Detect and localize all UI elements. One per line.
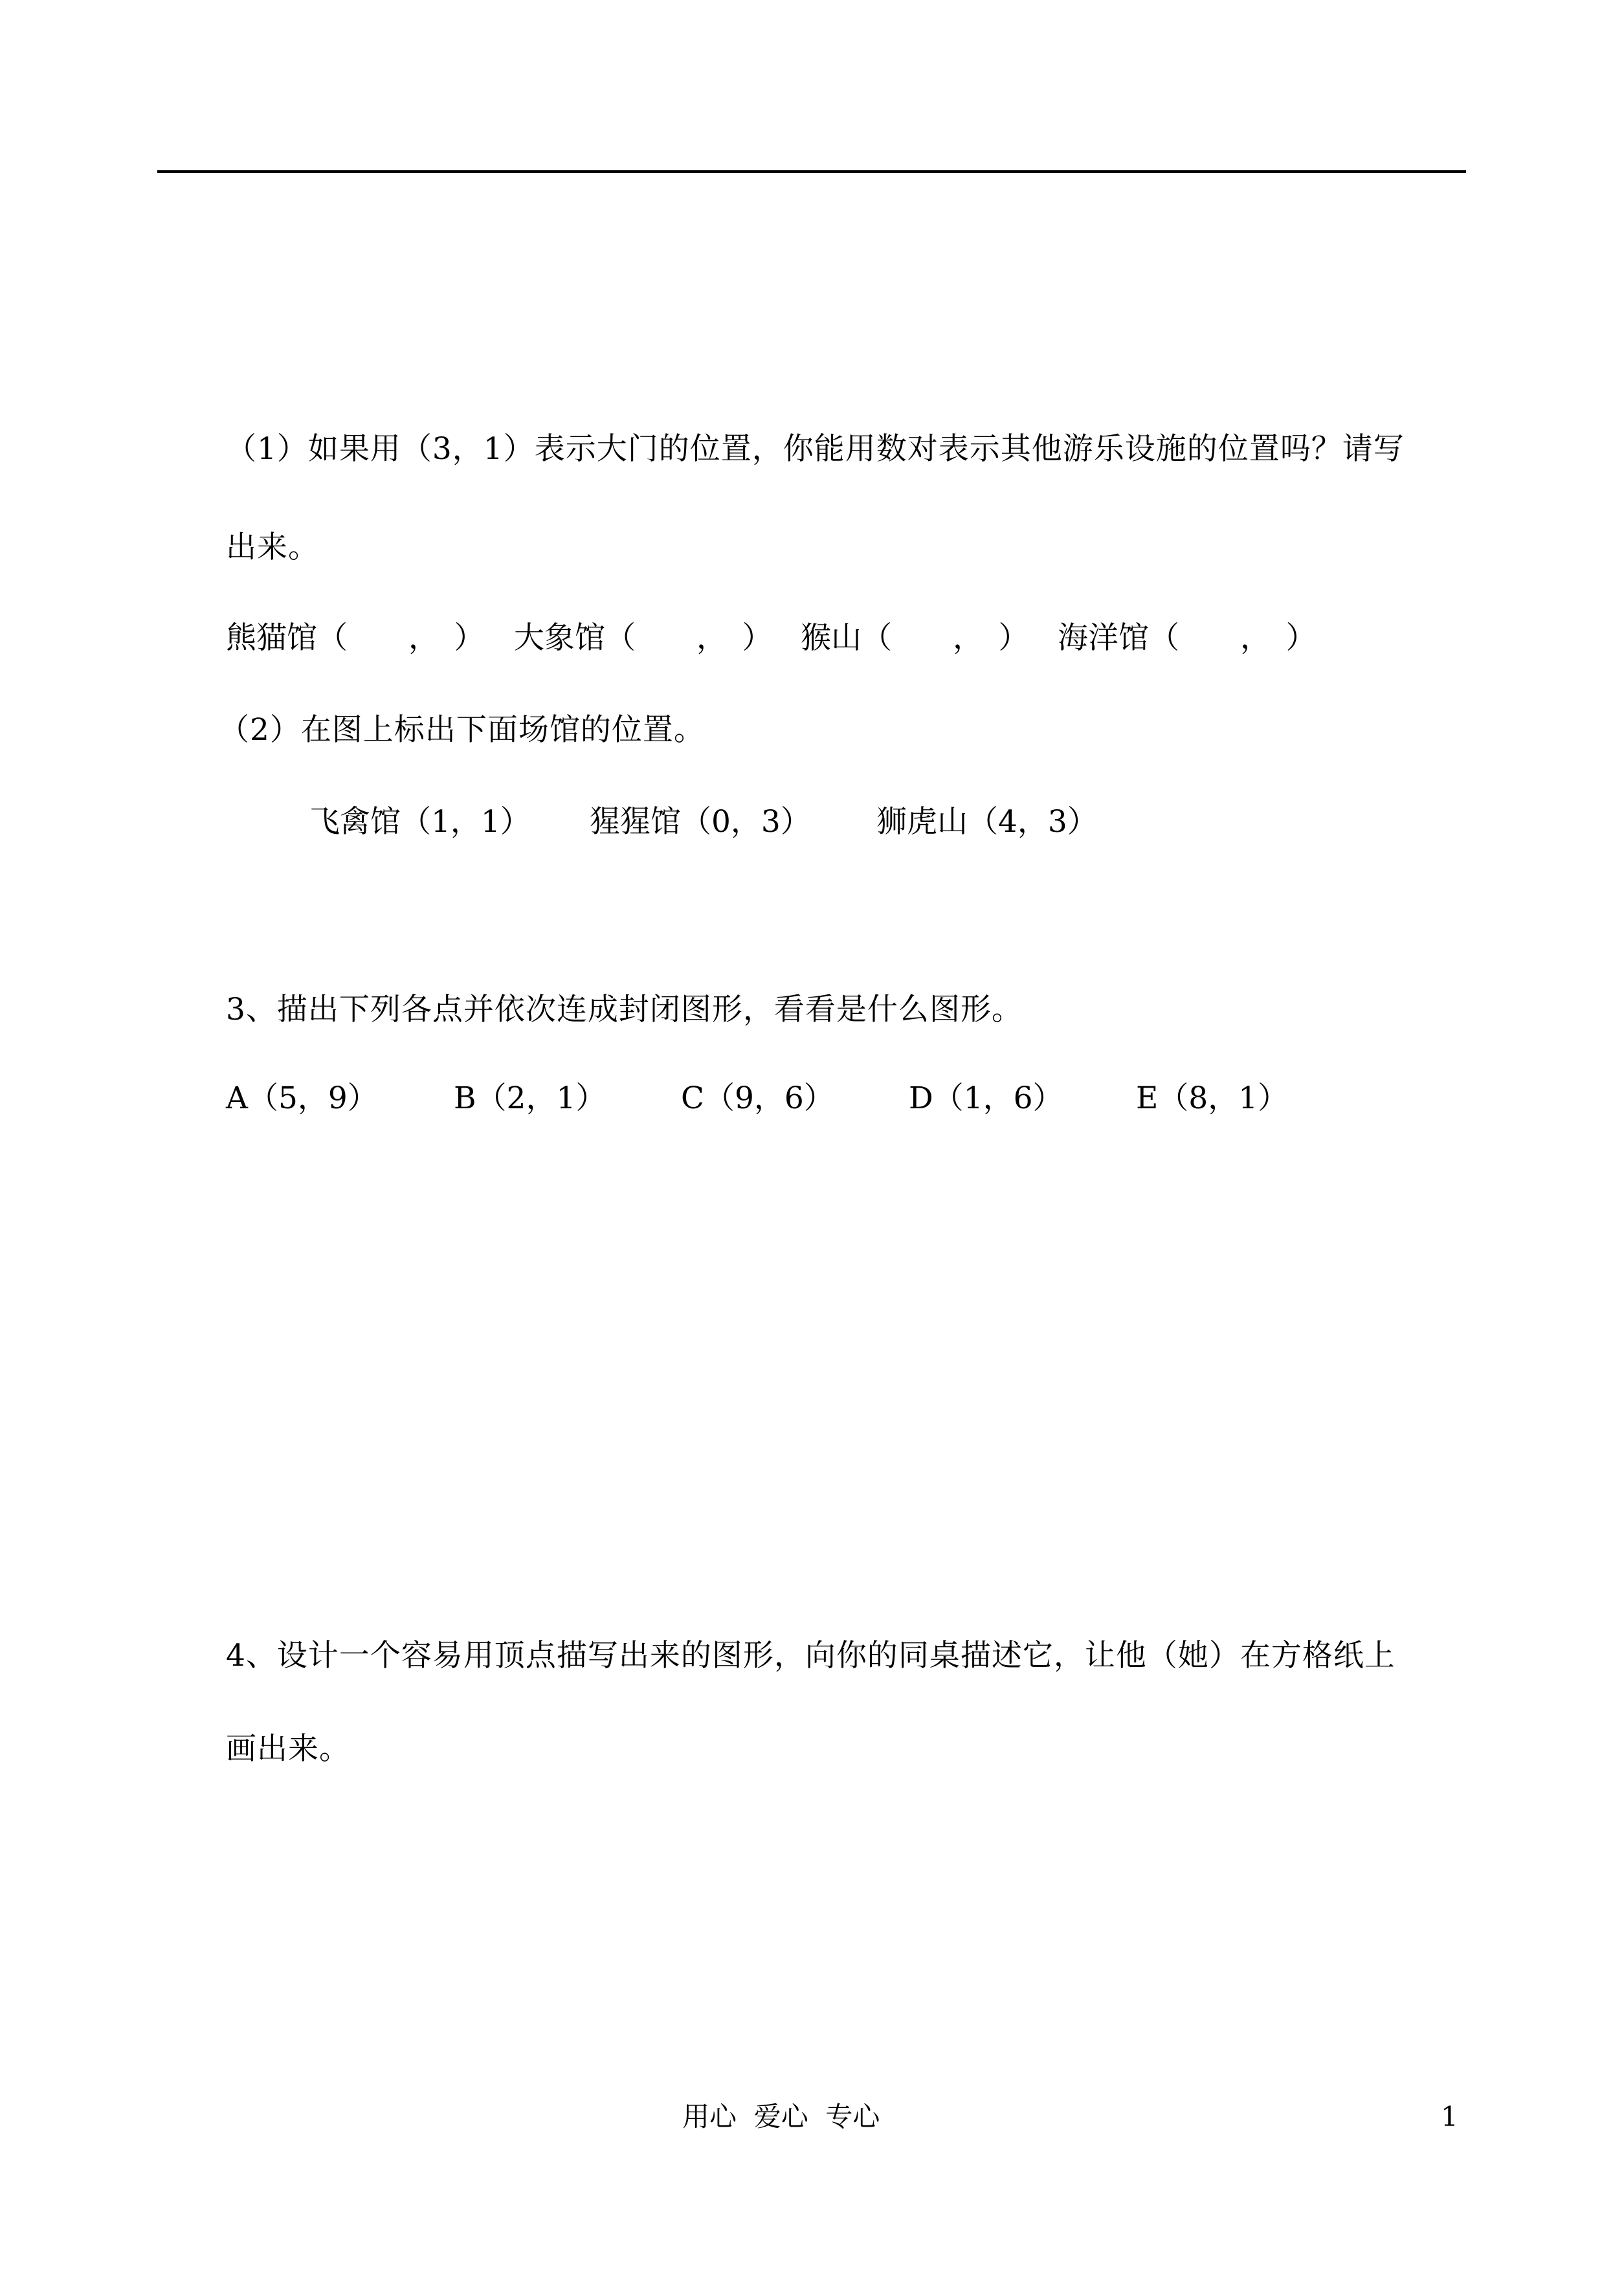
page-number: 1 [1441, 2101, 1458, 2132]
item-lion-tiger-hill: 狮虎山（4，3） [876, 804, 1098, 840]
item-bird-hall: 飞禽馆（1，1） [309, 804, 531, 840]
header-rule [157, 170, 1466, 173]
blank-monkey-hill: 猴山（ ， ） [801, 620, 1029, 656]
blank-elephant-hall: 大象馆（ ， ） [514, 620, 773, 656]
point-d: D（1，6） [909, 1080, 1063, 1116]
item-orangutan-hall: 猩猩馆（0，3） [590, 804, 811, 840]
point-e: E（8，1） [1136, 1080, 1289, 1116]
q2-part1-line2: 出来。 [226, 530, 319, 565]
point-a: A（5，9） [226, 1080, 378, 1116]
blank-panda-hall: 熊猫馆（ ， ） [226, 620, 485, 656]
q2-part1-line1: （1）如果用（3，1）表示大门的位置，你能用数对表示其他游乐设施的位置吗？请写 [226, 431, 1405, 467]
q2-part2-title: （2）在图上标出下面场馆的位置。 [219, 712, 705, 748]
q4-line2: 画出来。 [226, 1731, 350, 1767]
q3-title: 3、描出下列各点并依次连成封闭图形，看看是什么图形。 [226, 992, 1023, 1027]
footer-text: 用心 爱心 专心 [682, 2101, 880, 2132]
point-c: C（9，6） [681, 1080, 834, 1116]
point-b: B（2，1） [454, 1080, 606, 1116]
blank-ocean-hall: 海洋馆（ ， ） [1058, 620, 1317, 656]
q4-line1: 4、设计一个容易用顶点描写出来的图形，向你的同桌描述它，让他（她）在方格纸上 [226, 1638, 1396, 1673]
